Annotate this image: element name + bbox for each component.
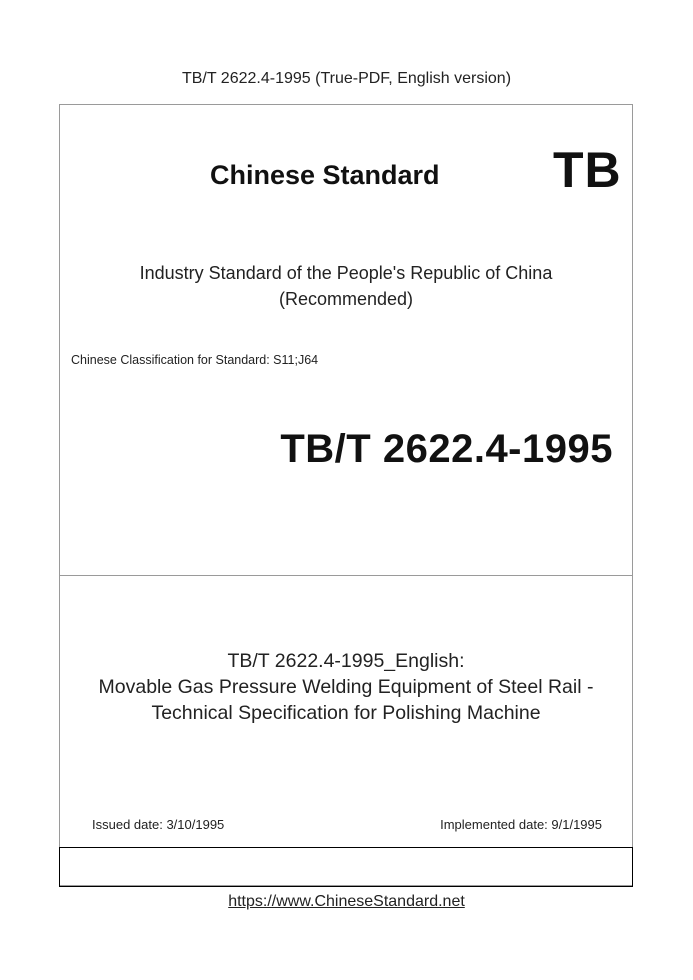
title-line-3: Technical Specification for Polishing Machine bbox=[151, 702, 541, 724]
cover-title-section bbox=[60, 576, 632, 846]
implemented-date: Implemented date: 9/1/1995 bbox=[440, 817, 602, 832]
issued-date: Issued date: 3/10/1995 bbox=[92, 817, 225, 832]
cover-bottom-box bbox=[59, 847, 633, 887]
industry-statement bbox=[60, 260, 632, 312]
document-title bbox=[60, 648, 632, 726]
standard-mark: TB bbox=[553, 142, 622, 198]
standard-number: TB/T 2622.4-1995 bbox=[280, 427, 613, 471]
title-line-2: Movable Gas Pressure Welding Equipment of Steel Rail - bbox=[98, 676, 594, 698]
cover-heading: Chinese Standard bbox=[210, 160, 440, 190]
footer bbox=[0, 893, 693, 911]
cover-frame bbox=[59, 104, 633, 886]
document-header-title: TB/T 2622.4-1995 (True-PDF, English version) bbox=[181, 70, 512, 87]
classification-text: Chinese Classification for Standard: S11;J64 bbox=[71, 353, 319, 367]
cover-top-section bbox=[60, 105, 632, 576]
industry-line-2: (Recommended) bbox=[278, 289, 414, 309]
website-link[interactable]: https://www.ChineseStandard.net bbox=[228, 893, 465, 910]
industry-line-1: Industry Standard of the People's Republic of China bbox=[139, 263, 553, 283]
title-line-1: TB/T 2622.4-1995_English: bbox=[227, 650, 465, 672]
